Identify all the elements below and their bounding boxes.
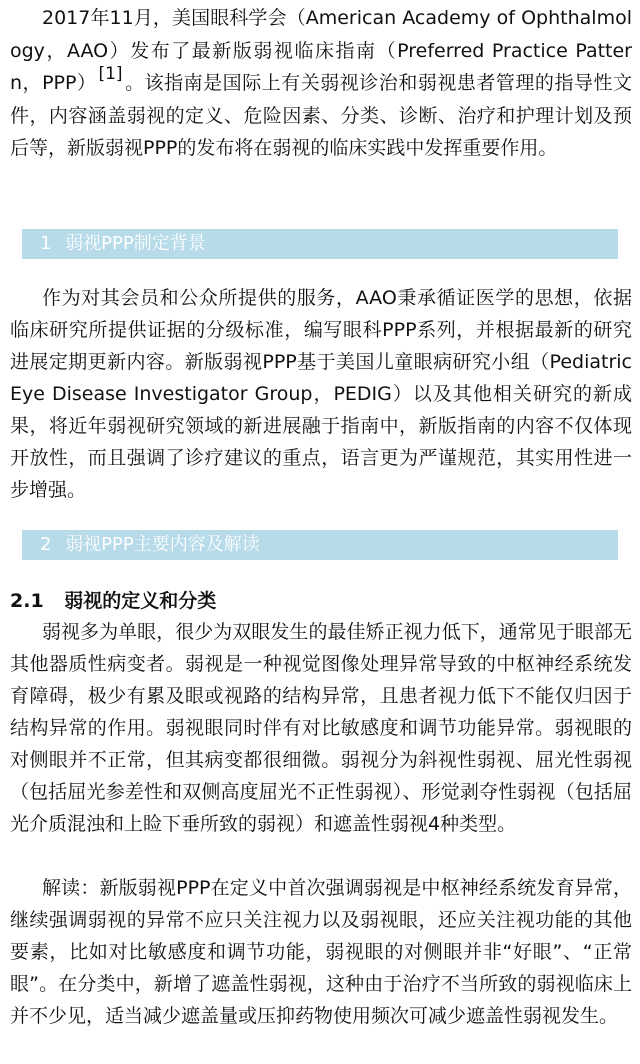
intro-text: 2017年11月，美国眼科学会（American Academy of Ophthalmology，AAO）发布了最新版弱视临床指南（Preferred Practice Pattern，PPP）	[10, 7, 632, 94]
subsection-2-1-heading	[10, 586, 216, 616]
section-1-paragraph: 作为对其会员和公众所提供的服务，AAO秉承循证医学的思想，依据临床研究所提供证据的分级标准，编写眼科PPP系列，并根据最新的研究进展定期更新内容。新版弱视PPP基于美国儿童眼病研究小组（Pediatric Eye Disease Investigator Group，PEDIG）以及其他相关研究的新成果，将近年弱视研究领域的新进展融于指南中，新版指南的内容不仅体现开放性，而且强调了诊疗建议的重点，语言更为严谨规范，其实用性进一步增强。	[10, 287, 632, 501]
definition-paragraph: 弱视多为单眼，很少为双眼发生的最佳矫正视力低下，通常见于眼部无其他器质性病变者。弱视是一种视觉图像处理异常导致的中枢神经系统发育障碍，极少有累及眼或视路的结构异常，且患者视力低下不能仅归因于结构异常的作用。弱视眼同时伴有对比敏感度和调节功能异常。弱视眼的对侧眼并不正常，但其病变都很细微。弱视分为斜视性弱视、屈光性弱视（包括屈光参差性和双侧高度屈光不正性弱视）、形觉剥夺性弱视（包括屈光介质混浊和上睑下垂所致的弱视）和遮盖性弱视4种类型。	[10, 621, 632, 835]
section-2-title: 弱视PPP主要内容及解读	[65, 534, 260, 555]
reference-marker[interactable]: [1]	[98, 64, 123, 84]
section-2-header	[22, 530, 618, 560]
section-1-title: 弱视PPP制定背景	[65, 233, 206, 254]
subsection-2-1-number: 2.1	[10, 590, 44, 612]
section-2-number: 2	[40, 534, 52, 555]
section-1-header	[22, 229, 618, 259]
section-1-number: 1	[40, 233, 52, 254]
intro-text-continued: 。该指南是国际上有关弱视诊治和弱视患者管理的指导性文件，内容涵盖弱视的定义、危险因素、分类、诊断、治疗和护理计划及预后等，新版弱视PPP的发布将在弱视的临床实践中发挥重要作用。	[10, 72, 632, 159]
subsection-2-1-title: 弱视的定义和分类	[64, 590, 217, 612]
interpretation-paragraph: 解读：新版弱视PPP在定义中首次强调弱视是中枢神经系统发育异常，继续强调弱视的异常不应只关注视力以及弱视眼，还应关注视功能的其他要素，比如对比敏感度和调节功能，弱视眼的对侧眼并非“好眼”、“正常眼”。在分类中，新增了遮盖性弱视，这种由于治疗不当所致的弱视临床上并不少见，适当减少遮盖量或压抑药物使用频次可减少遮盖性弱视发生。	[10, 877, 632, 1027]
intro-paragraph	[10, 2, 632, 165]
